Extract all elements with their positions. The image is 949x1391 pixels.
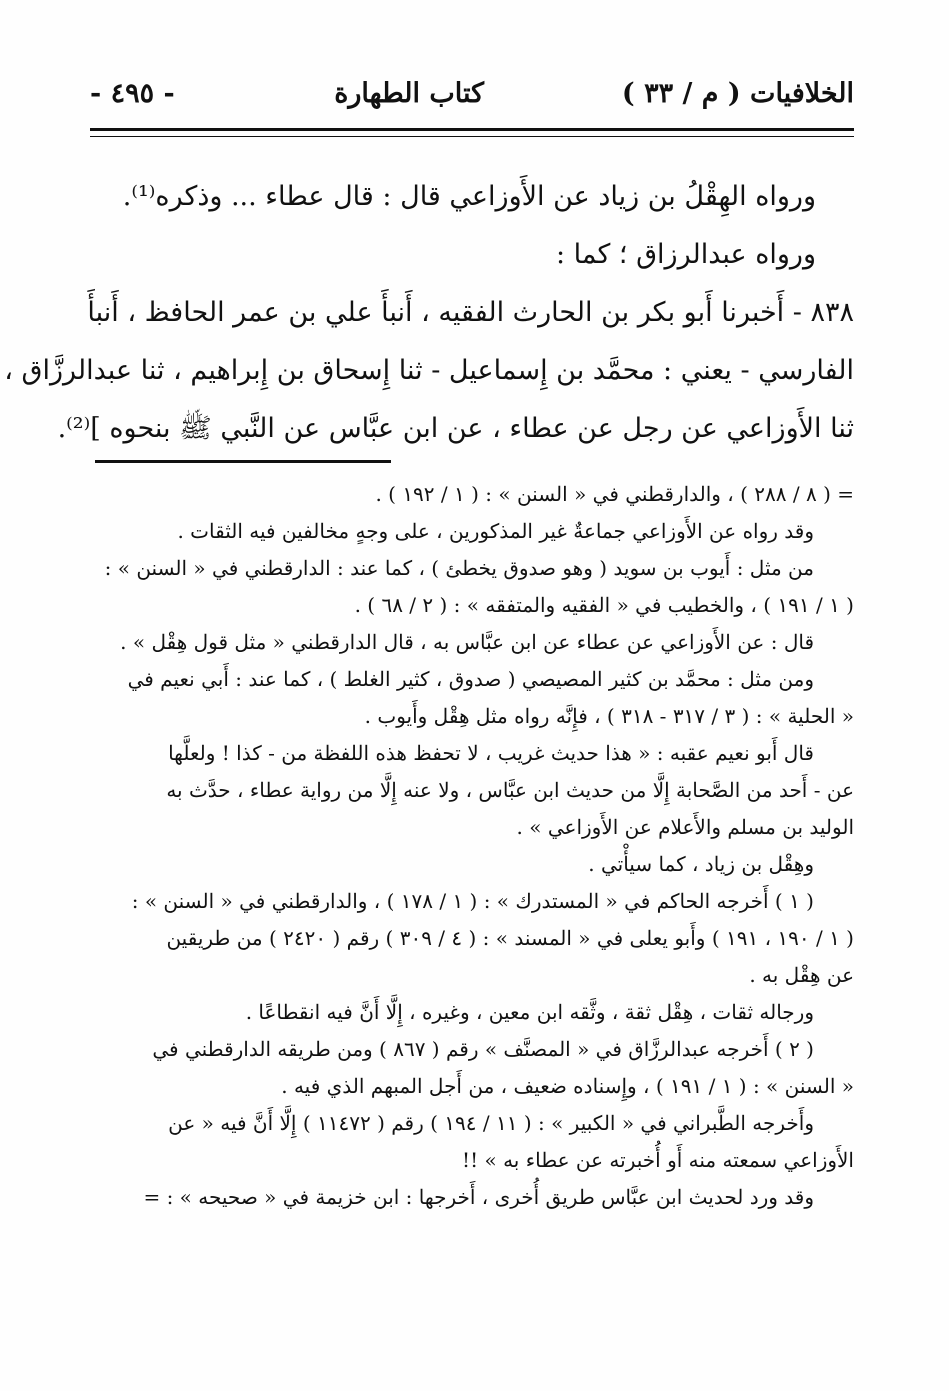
- footnote-line: ( ١ ) أَخرجه الحاكم في « المستدرك » : ( ١ / ١٧٨ ) ، والدارقطني في « السنن » :: [131, 889, 814, 913]
- footnote-line: ورجاله ثقات ، هِقْل ثقة ، وثَّقه ابن معين ، وغيره ، إِلَّا أَنَّ فيه انقطاعًا .: [245, 1000, 814, 1024]
- footnote-line: ( ١ / ١٩١ ) ، والخطيب في « الفقيه والمتفقه » : ( ٢ / ٦٨ ) .: [354, 593, 854, 617]
- footnote-line: عن هِقْل به .: [749, 963, 854, 987]
- chapter-title: كتاب الطهارة: [334, 78, 484, 109]
- main-text: [4, 168, 854, 458]
- footnote-line: وهِقْل بن زياد ، كما سيأْتي .: [588, 852, 814, 876]
- footnote-line: = ( ٨ / ٢٨٨ ) ، والدارقطني في « السنن » : ( ١ / ١٩٢ ) .: [375, 482, 854, 506]
- page-header: [90, 78, 854, 122]
- footnote-line: قال : عن الأَوزاعي عن عطاء عن ابن عبَّاس به ، قال الدارقطني « مثل قول هِقْل » .: [120, 630, 814, 654]
- footnote-line: قال أَبو نعيم عقبه : « هذا حديث غريب ، لا تحفظ هذه اللفظة من - كذا ! ولعلَّها: [168, 741, 814, 765]
- footnote-line: عن - أَحد من الصَّحابة إِلَّا من حديث ابن عبَّاس ، ولا عنه إِلَّا من رواية عطاء ، حدَّث به: [166, 778, 854, 802]
- main-line: الفارسي - يعني : محمَّد بن إِسماعيل - ثنا إِسحاق بن إِبراهيم ، ثنا عبدالرزَّاق ،: [4, 355, 854, 386]
- main-line: ورواه الهِقْلُ بن زياد عن الأَوزاعي قال : قال عطاء ... وذكره⁽¹⁾.: [122, 181, 816, 212]
- running-title: الخلافيات ( م / ٣٣ ): [621, 78, 854, 109]
- footnotes: [90, 476, 854, 1216]
- footnote-line: « الحلية » : ( ٣ / ٣١٧ - ٣١٨ ) ، فإِنَّه رواه مثل هِقْل وأَيوب .: [364, 704, 854, 728]
- footnote-line: من مثل : أَيوب بن سويد ( وهو صدوق يخطئ ) ، كما عند : الدارقطني في « السنن » :: [104, 556, 814, 580]
- footnote-line: وقد ورد لحديث ابن عبَّاس طريق أُخرى ، أَخرجها : ابن خزيمة في « صحيحه » : =: [143, 1185, 814, 1209]
- footnote-line: ( ١ / ١٩٠ ، ١٩١ ) وأَبو يعلى في « المسند » : ( ٤ / ٣٠٩ ) رقم ( ٢٤٢٠ ) من طريقين: [166, 926, 854, 950]
- page-number: - ٤٩٥ -: [90, 78, 175, 109]
- footnote-line: وقد رواه عن الأَوزاعي جماعةٌ غير المذكورين ، على وجهٍ مخالفين فيه الثقات .: [177, 519, 814, 543]
- footnote-line: ( ٢ ) أَخرجه عبدالرزَّاق في « المصنَّف » رقم ( ٨٦٧ ) ومن طريقه الدارقطني في: [152, 1037, 814, 1061]
- main-line: ٨٣٨ - أَخبرنا أَبو بكر بن الحارث الفقيه ، أَنبأَ علي بن عمر الحافظ ، أَنبأَ: [87, 297, 854, 328]
- header-rule-thin: [90, 136, 854, 137]
- main-line: ورواه عبدالرزاق ؛ كما :: [555, 239, 816, 270]
- main-line: ثنا الأَوزاعي عن رجل عن عطاء ، عن ابن عبَّاس عن النَّبي ﷺ بنحوه ]⁽²⁾.: [57, 413, 854, 444]
- footnote-line: الأَوزاعي سمعته منه أَو أُخبرته عن عطاء به » !!: [462, 1148, 854, 1172]
- footnote-line: ومن مثل : محمَّد بن كثير المصيصي ( صدوق ، كثير الغلط ) ، كما عند : أَبي نعيم في: [127, 667, 814, 691]
- footnote-line: الوليد بن مسلم والأَعلام عن الأَوزاعي » .: [516, 815, 854, 839]
- footnote-line: « السنن » : ( ١ / ١٩١ ) ، وإِسناده ضعيف ، من أَجل المبهم الذي فيه .: [281, 1074, 854, 1098]
- header-rule-thick: [90, 128, 854, 131]
- footnote-line: وأَخرجه الطَّبراني في « الكبير » : ( ١١ / ١٩٤ ) رقم ( ١١٤٧٢ ) إِلَّا أَنَّ فيه « عن: [168, 1111, 814, 1135]
- footnote-separator: [95, 460, 391, 463]
